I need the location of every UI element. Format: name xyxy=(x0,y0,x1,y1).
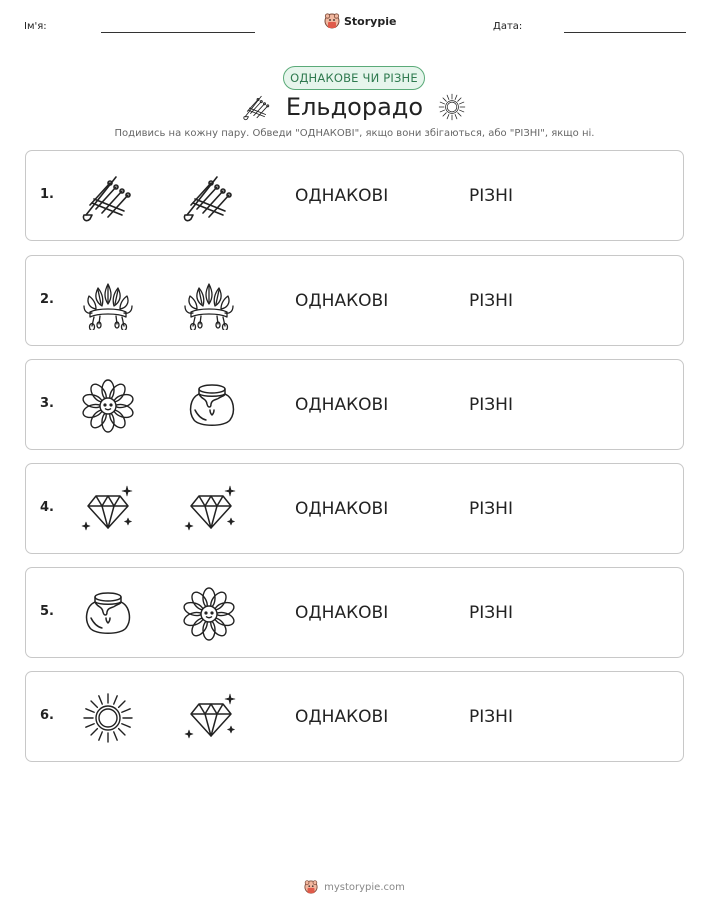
instructions: Подивись на кожну пару. Обведи "ОДНАКОВІ", якщо вони збігаються, або "РІЗНІ", якщо ні. xyxy=(114,128,595,139)
diamond-icon xyxy=(183,690,239,746)
mascot-icon xyxy=(324,13,340,29)
option-different[interactable]: РІЗНІ xyxy=(469,186,513,206)
option-different[interactable]: РІЗНІ xyxy=(469,499,513,519)
raft-icon xyxy=(80,169,136,225)
question-number: 6. xyxy=(40,708,54,723)
question-number: 2. xyxy=(40,292,54,307)
question-row-2 xyxy=(25,255,684,346)
mascot-icon xyxy=(304,880,318,894)
diamond-icon xyxy=(80,482,136,538)
option-same[interactable]: ОДНАКОВІ xyxy=(295,395,389,415)
sun-icon xyxy=(437,92,467,122)
question-row-3 xyxy=(25,359,684,450)
question-number: 3. xyxy=(40,396,54,411)
question-number: 4. xyxy=(40,500,54,515)
question-row-5 xyxy=(25,567,684,658)
page-title: Ельдорадо xyxy=(285,93,424,121)
diamond-icon xyxy=(183,482,239,538)
option-same[interactable]: ОДНАКОВІ xyxy=(295,707,389,727)
option-different[interactable]: РІЗНІ xyxy=(469,603,513,623)
question-number: 5. xyxy=(40,604,54,619)
footer-link[interactable]: mystorypie.com xyxy=(324,881,405,893)
flower-icon xyxy=(181,586,237,642)
option-different[interactable]: РІЗНІ xyxy=(469,707,513,727)
flower-icon xyxy=(80,378,136,434)
name-line[interactable] xyxy=(101,32,255,33)
question-row-4 xyxy=(25,463,684,554)
brand-logo xyxy=(324,13,396,29)
raft-icon xyxy=(181,169,237,225)
brand-name: Storypie xyxy=(344,14,397,28)
question-number: 1. xyxy=(40,187,54,202)
name-label: Ім'я: xyxy=(24,21,47,32)
headdress-icon xyxy=(181,274,237,330)
title-row xyxy=(0,92,709,122)
raft-icon xyxy=(242,92,272,122)
date-line[interactable] xyxy=(564,32,686,33)
option-different[interactable]: РІЗНІ xyxy=(469,395,513,415)
option-same[interactable]: ОДНАКОВІ xyxy=(295,499,389,519)
headdress-icon xyxy=(80,274,136,330)
option-different[interactable]: РІЗНІ xyxy=(469,291,513,311)
honey-pot-icon xyxy=(80,586,136,642)
option-same[interactable]: ОДНАКОВІ xyxy=(295,291,389,311)
question-row-1 xyxy=(25,150,684,241)
date-label: Дата: xyxy=(493,21,523,32)
sun-icon xyxy=(80,690,136,746)
option-same[interactable]: ОДНАКОВІ xyxy=(295,603,389,623)
category-badge: ОДНАКОВЕ ЧИ РІЗНЕ xyxy=(283,66,425,90)
option-same[interactable]: ОДНАКОВІ xyxy=(295,186,389,206)
question-row-6 xyxy=(25,671,684,762)
honey-pot-icon xyxy=(184,378,240,434)
footer xyxy=(0,880,709,894)
